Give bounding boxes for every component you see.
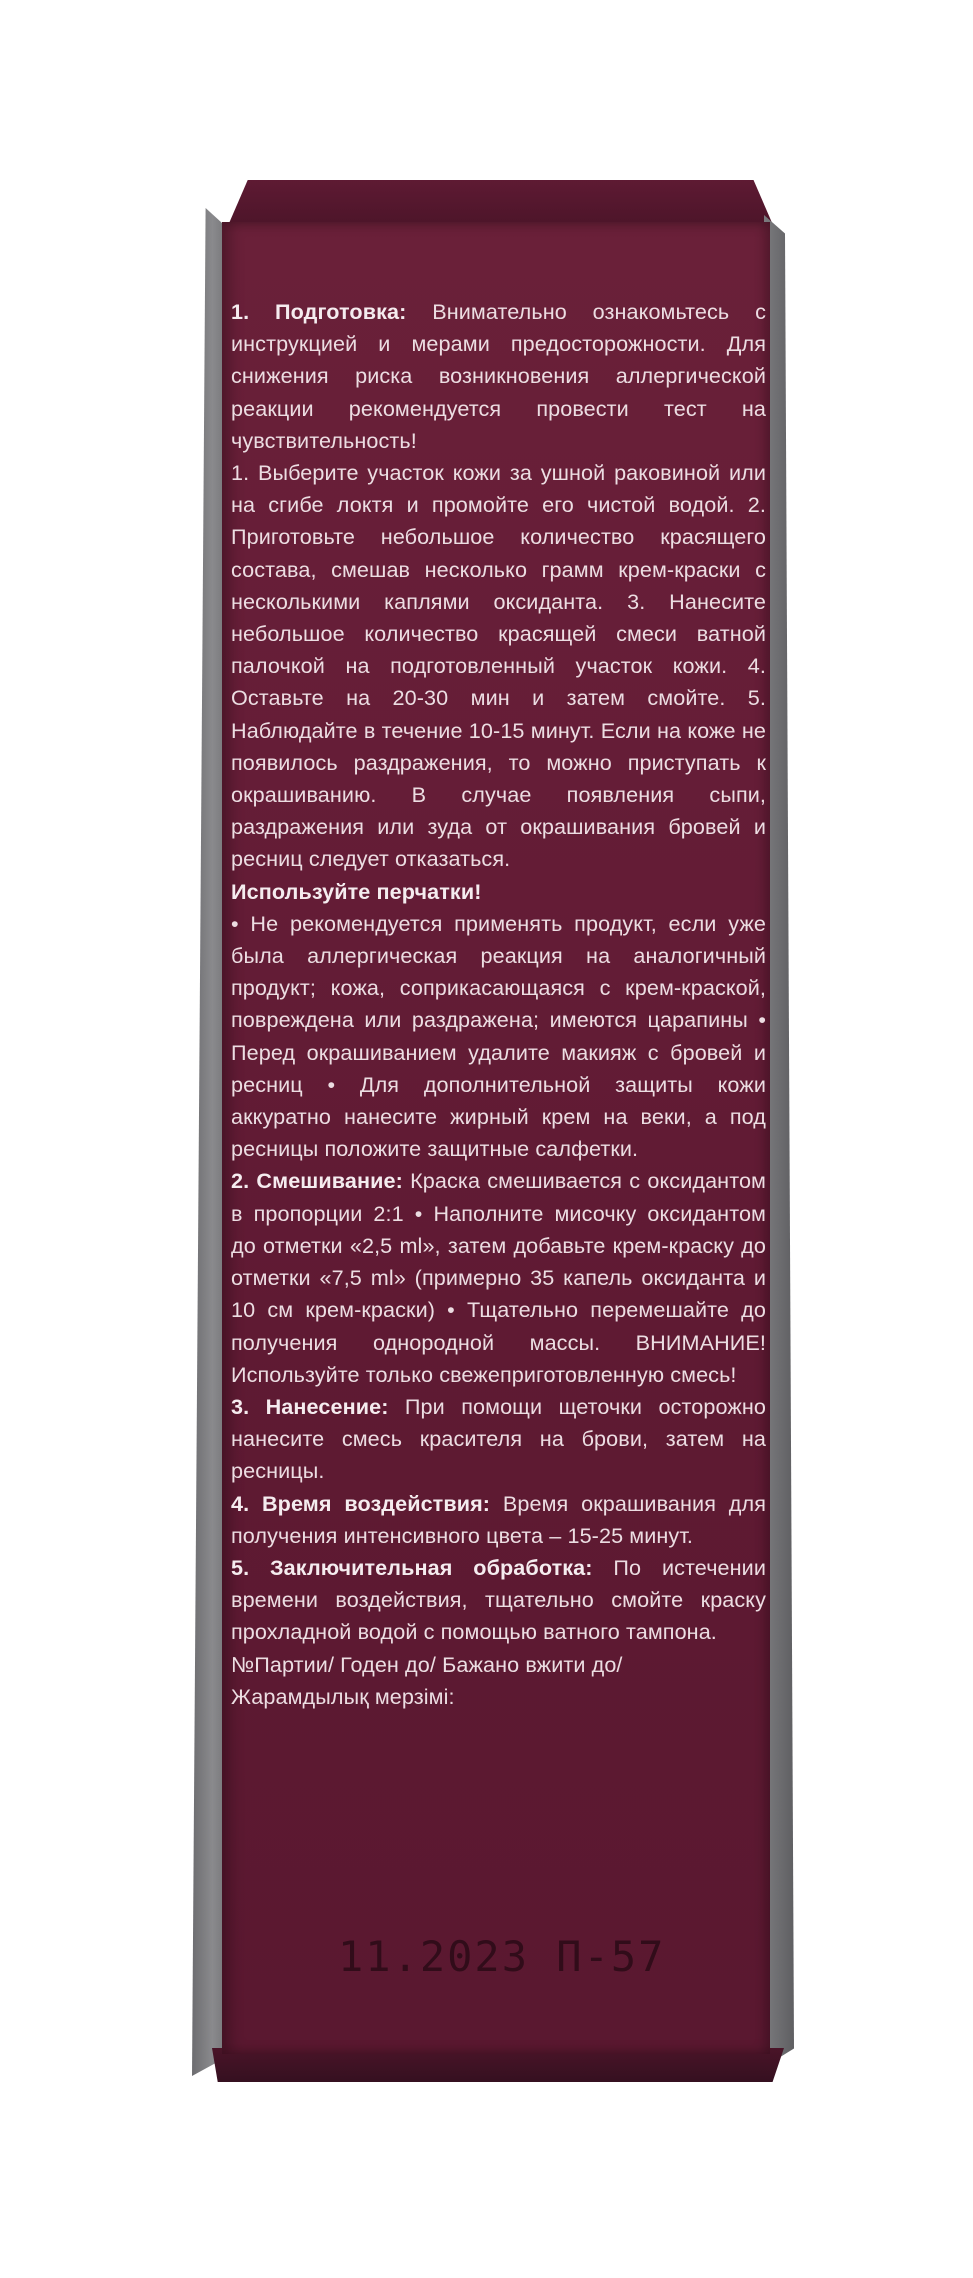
instructions-text xyxy=(231,296,766,1713)
section-final-treatment xyxy=(231,1552,766,1649)
section-title: 2. Смешивание: xyxy=(231,1168,403,1194)
section-body: Время окрашивания для получения интенсивного цвета – 15-25 минут. xyxy=(231,1490,766,1548)
gloves-warning xyxy=(231,876,766,908)
section-body: При помощи щеточки осторожно нанесите смесь красителя на брови, затем на ресницы. xyxy=(231,1393,766,1484)
section-preparation xyxy=(231,296,766,457)
section-body: Внимательно ознакомьтесь с инструкцией и мерами предосторожности. Для снижения риска возникновения аллергической реакции рекомендуется провести тест на чувствительность! xyxy=(231,299,767,453)
section-exposure-time xyxy=(231,1488,766,1552)
section-body: Краска смешивается с оксидантом в пропорции 2:1 • Наполните мисочку оксидантом до отметки «2,5 ml», затем добавьте крем-краску до отметки «7,5 ml» (примерно 35 капель оксиданта и 10 см крем-краски) • Тщательно перемешайте до получения однородной массы. ВНИМАНИЕ! Используйте только свежеприготовленную смесь! xyxy=(231,1168,767,1387)
expiry-label: Жарамдылық мерзімі: xyxy=(231,1683,455,1709)
section-application xyxy=(231,1391,766,1488)
section-title: 5. Заключительная обработка: xyxy=(231,1554,593,1580)
section-body: По истечении времени воздействия, тщательно смойте краску прохладной водой с помощью ватного тампона. xyxy=(231,1554,766,1645)
gloves-title: Используйте перчатки! xyxy=(231,878,482,904)
section-title: 1. Подготовка: xyxy=(231,299,407,324)
box-left-side xyxy=(192,208,226,2076)
batch-label: №Партии/ Годен до/ Бажано вжити до/ xyxy=(231,1651,623,1677)
section-mixing xyxy=(231,1165,766,1390)
section-title: 3. Нанесение: xyxy=(231,1393,389,1419)
batch-stamp: 11.2023 П-57 xyxy=(338,1932,666,1981)
warnings-list: • Не рекомендуется применять продукт, если уже была аллергическая реакция на аналогичный продукт; кожа, соприкасающаяся с крем-краской, повреждена или раздражена; имеются царапины • Перед окрашиванием удалите макияж с бровей и ресниц • Для дополнительной защиты кожи аккуратно нанесите жирный крем на веки, а под ресницы положите защитные салфетки. xyxy=(231,910,766,1162)
test-steps: 1. Выберите участок кожи за ушной раковиной или на сгибе локтя и промойте его чистой водой. 2. Приготовьте небольшое количество красящего состава, смешав несколько грамм крем-краски с несколькими каплями оксиданта. 3. Нанесите небольшое количество красящей смеси ватной палочкой на подготовленный участок кожи. 4. Оставьте на 20-30 мин и затем смойте. 5. Наблюдайте в течение 10-15 минут. Если на коже не появилось раздражения, то можно приступать к окрашиванию. В случае появления сыпи, раздражения или зуда от окрашивания бровей и ресниц следует отказаться. xyxy=(231,460,766,872)
section-title: 4. Время воздействия: xyxy=(231,1490,491,1516)
